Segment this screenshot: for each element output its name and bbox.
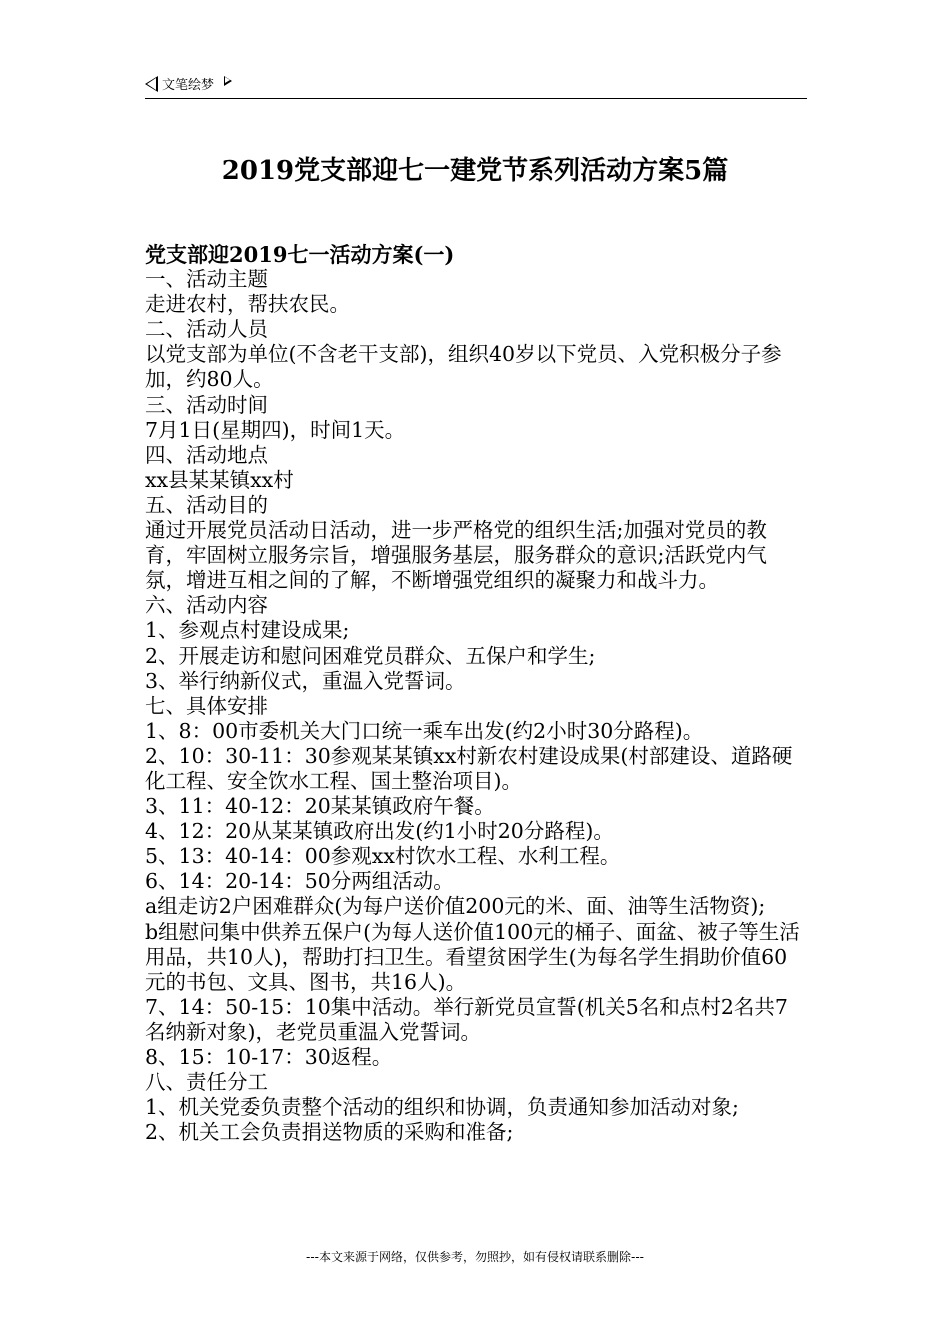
paragraph: 6、14：20-14：50分两组活动。 [145,869,454,894]
paragraph: 1、参观点村建设成果; [145,618,350,643]
paragraph: 通过开展党员活动日活动，进一步严格党的组织生活;加强对党员的教育，牢固树立服务宗旨，增强服务基层，服务群众的意识;活跃党内气氛，增进互相之间的了解，不断增强党组织的凝聚力和战斗力。 [145,518,767,593]
document-body [145,242,800,1145]
paragraph: 四、活动地点 [145,442,268,467]
paragraph: 8、15：10-17：30返程。 [145,1045,393,1069]
paragraph: 六、活动内容 [145,593,268,618]
paragraph: 七、具体安排 [145,693,268,718]
triangle-left-icon [145,76,158,92]
triangle-right-icon [224,76,232,86]
paragraph: b组慰问集中供养五保户(为每人送价值100元的桶子、面盆、被子等生活用品，共10人)，帮助打扫卫生。看望贫困学生(为每名学生捐助价值60元的书包、文具、图书，共16人)。 [145,919,800,994]
paragraph: 三、活动时间 [145,392,268,417]
document-title: 2019党支部迎七一建党节系列活动方案5篇 [221,156,729,186]
paragraph: 3、11：40-12：20某某镇政府午餐。 [145,794,495,819]
paragraph: xx县某某镇xx村 [145,467,294,492]
paragraph: 7、14：50-15：10集中活动。举行新党员宣誓(机关5名和点村2名共7名纳新对象)，老党员重温入党誓词。 [145,994,788,1044]
page-header [145,72,807,99]
section-title: 党支部迎2019七一活动方案(一) [145,242,455,267]
paragraph: 4、12：20从某某镇政府出发(约1小时20分路程)。 [145,819,614,844]
paragraph: 5、13：40-14：00参观xx村饮水工程、水利工程。 [145,844,621,869]
paragraph: 2、开展走访和慰问困难党员群众、五保户和学生; [145,643,596,668]
paragraph: 一、活动主题 [145,267,268,292]
brand-name: 文笔绘梦 [162,78,215,93]
paragraph: 7月1日(星期四)，时间1天。 [145,417,406,442]
paragraph: 1、机关党委负责整个活动的组织和协调，负责通知参加活动对象; [145,1095,739,1120]
footer-disclaimer: ---本文来源于网络，仅供参考，勿照抄，如有侵权请联系删除--- [306,1250,644,1264]
paragraph: 3、举行纳新仪式，重温入党誓词。 [145,668,466,693]
paragraph: 2、机关工会负责捐送物质的采购和准备; [145,1120,514,1145]
paragraph: 走进农村，帮扶农民。 [145,292,350,317]
paragraph: 二、活动人员 [145,317,268,342]
paragraph: 1、8：00市委机关大门口统一乘车出发(约2小时30分路程)。 [145,718,704,743]
paragraph: a组走访2户困难群众(为每户送价值200元的米、面、油等生活物资); [145,894,766,919]
paragraph: 以党支部为单位(不含老干支部)，组织40岁以下党员、入党积极分子参加，约80人。 [145,342,782,392]
paragraph: 2、10：30-11：30参观某某镇xx村新农村建设成果(村部建设、道路硬化工程、安全饮水工程、国土整治项目)。 [145,743,793,793]
header-brand [145,74,232,93]
paragraph: 五、活动目的 [145,492,268,517]
paragraph: 八、责任分工 [145,1070,268,1095]
